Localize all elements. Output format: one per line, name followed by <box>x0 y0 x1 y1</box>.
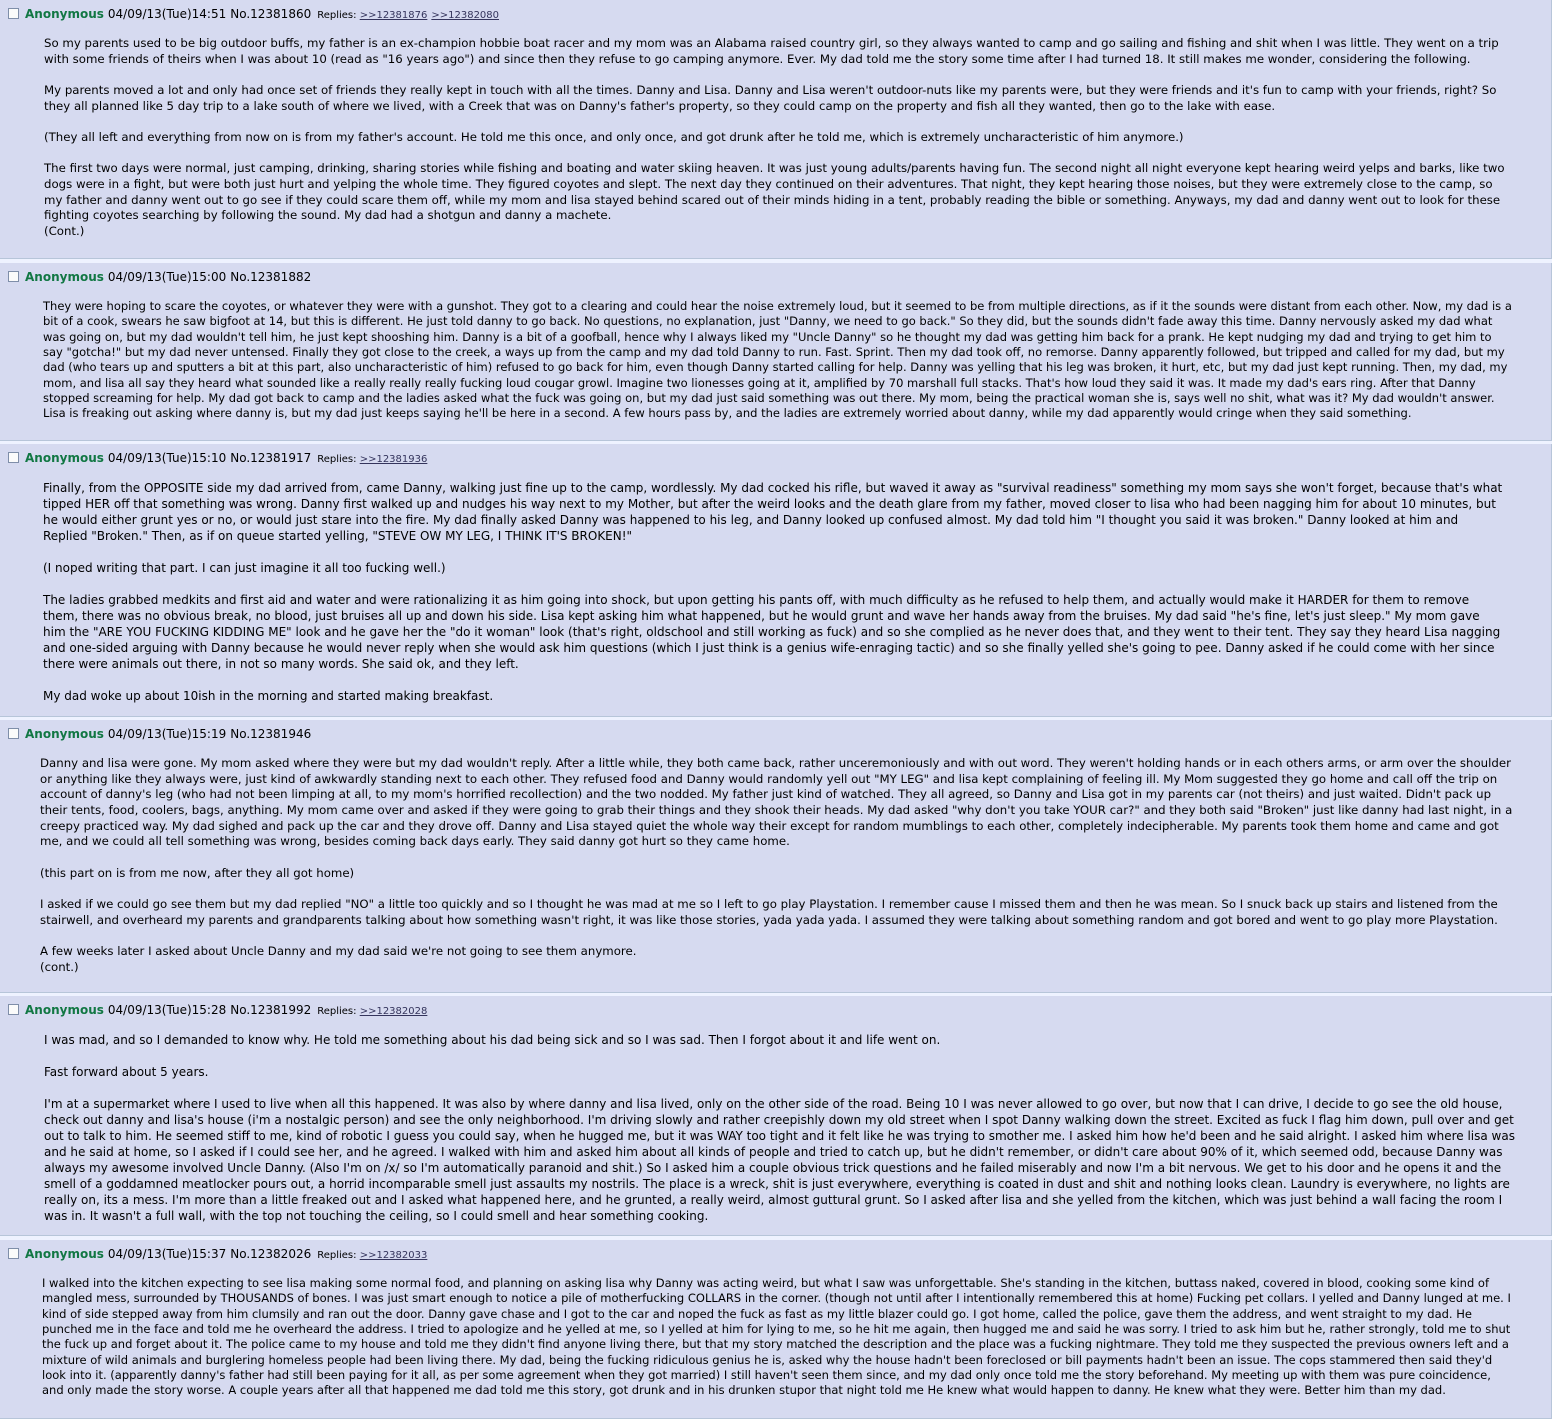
reply-link[interactable]: >>12382028 <box>359 1006 428 1017</box>
reply-link[interactable]: >>12381936 <box>359 454 428 465</box>
select-checkbox[interactable] <box>8 452 19 463</box>
post-header <box>8 1002 431 1020</box>
select-checkbox[interactable] <box>8 271 19 282</box>
reply-link[interactable]: >>12382033 <box>359 1250 428 1261</box>
post-header <box>8 1246 431 1264</box>
reply-link[interactable]: >>12381876 <box>359 10 428 21</box>
reply-link[interactable]: >>12382080 <box>431 10 500 21</box>
select-checkbox[interactable] <box>8 728 19 739</box>
post-body: They were hoping to scare the coyotes, or whatever they were with a gunshot. They got to a clearing and could hear the noise extremely loud, but it seemed to be from multiple directions, as if it the sounds were distant from each other. Now, my dad is a bit of a cook, swears he saw bigfoot at 14, but this is different. He just told danny to go back. No questions, no explanation, just "Danny, we need to go back." So they did, but the sounds didn't fade away this time. Danny nervously asked my dad what was going on, but my dad wouldn't tell him, he just kept shooshing him. Danny is a bit of a goofball, hence why I always liked my "Uncle Danny" so he thought my dad was getting him back for a prank. He kept nudging my dad and trying to get him to say "gotcha!" but my dad never untensed. Finally they got close to the creek, a ways up from the camp and my dad told Danny to run. Fast. Sprint. Then my dad took off, no remorse. Danny apparently followed, but tripped and called for my dad, but my dad (who tears up and sputters a bit at this part, also uncharacteristic of him) refused to go back for him, even though Danny started calling for help. Danny was yelling that his leg was broken, it hurt, etc, but my dad just kept running. Then, my dad, my mom, and lisa all say they heard what sounded like a really really really fucking loud cougar growl. Imagine two lionesses going at it, amplified by 70 marshall full stacks. That's how loud they said it was. It made my dad's ears ring. After that Danny stopped screaming for help. My dad got back to camp and the ladies asked what the fuck was going on, but my dad just said something was out there. My mom, being the practical woman she is, says well no shit, what was it? My dad wouldn't answer. Lisa is freaking out asking where danny is, but my dad just keeps saying he'll be here in a second. A few hours pass by, and the ladies are extremely worried about danny, while my dad apparently would cringe when they said something. <box>43 299 1516 421</box>
post-datetime: 04/09/13(Tue)14:51 <box>107 7 227 21</box>
poster-name: Anonymous <box>25 1003 104 1017</box>
post-body: I walked into the kitchen expecting to see lisa making some normal food, and planning on asking lisa why Danny was acting weird, but what I saw was unforgettable. She's standing in the kitchen, buttass naked, covered in blood, cooking some kind of mangled mess, surrounded by THOUSANDS of bones. I was just smart enough to notice a pile of motherfucking COLLARS in the corner. (though not until after I intentionally remembered this at home) Fucking pet collars. I yelled and Danny lunged at me. I kind of side stepped away from him clumsily and ran out the door. Danny gave chase and I got to the car and noped the fuck as fast as my little blazer could go. I got home, called the police, gave them the address, and went straight to my dad. He punched me in the face and told me he overheard the address. I tried to apologize and he yelled at me, so I yelled at him for lying to me, so he hit me again, then hugged me and said he was sorry. I tried to ask him but he, rather strongly, told me to shut the fuck up and forget about it. The police came to my house and told me they didn't find anyone living there, but that my story matched the description and the place was a fucking nightmare. They told me they suspected the previous owners left and a mixture of wild animals and burglering homeless people had been living there. My dad, being the fucking ridiculous genius he is, asked why the house hadn't been foreclosed or bill payments hadn't been an issue. The cops stammered then said they'd look into it. (apparently danny's father had still been paying for it all, as per some agreement when they got married) I still haven't seen them since, and my dad only once told me the story beforehand. My meeting up with them was pure coincidence, and only made the story worse. A couple years after all that happened me dad told me this story, got drunk and in his drunken stupor that night told me He knew what would happen to danny. He knew what they were. Better him than my dad. <box>42 1276 1515 1398</box>
post-body: So my parents used to be big outdoor buffs, my father is an ex-champion hobbie boat racer and my mom was an Alabama raised country girl, so they always wanted to camp and go sailing and fishing and shit when I was little. They went on a trip with some friends of theirs when I was about 10 (read as "16 years ago") and since then they refuse to go camping anymore. Ever. My dad told me the story some time after I had turned 18. It still makes me wonder, considering the following. My parents moved a lot and only had once set of friends they really kept in touch with all the times. Danny and Lisa. Danny and Lisa weren't outdoor-nuts like my parents were, but they were friends and it's fun to camp with your friends, right? So they all planned like 5 day trip to a lake south of where we lived, with a Creek that was on Danny's father's property, so they could camp on the property and fish all they wanted, then go to the lake with ease. (They all left and everything from now on is from my father's account. He told me this once, and only once, and got drunk after he told me, which is extremely uncharacteristic of him anymore.) The first two days were normal, just camping, drinking, sharing stories while fishing and boating and water skiing heaven. It was just young adults/parents having fun. The second night all night everyone kept hearing weird yelps and barks, like two dogs were in a fight, but were both just hurt and yelping the whole time. They figured coyotes and slept. The next day they continued on their adventures. That night, they kept hearing those noises, but they were extremely close to the camp, so my father and danny went out to go see if they could scare them off, while my mom and lisa stayed behind scared out of their minds hiding in a tent, probably reading the bible or something. Anyways, my dad and danny went out to look for these fighting coyotes searching by following the sound. My dad had a shotgun and danny a machete. (Cont.) <box>44 36 1505 239</box>
post <box>0 0 1552 259</box>
post-header <box>8 269 311 285</box>
post-number[interactable]: No.12381992 <box>230 1003 312 1017</box>
replies: Replies: >>12381876 >>12382080 <box>317 10 500 21</box>
poster-name: Anonymous <box>25 727 104 741</box>
post-datetime: 04/09/13(Tue)15:37 <box>107 1247 227 1261</box>
post <box>0 444 1552 717</box>
replies: Replies: >>12382033 <box>317 1250 428 1261</box>
post-number[interactable]: No.12381917 <box>230 451 312 465</box>
poster-name: Anonymous <box>25 1247 104 1261</box>
post-datetime: 04/09/13(Tue)15:00 <box>107 270 227 284</box>
post-body: I was mad, and so I demanded to know why. He told me something about his dad being sick and so I was sad. Then I forgot about it and life went on. Fast forward about 5 years. I'm at a supermarket where I used to live when all this happened. It was also by where danny and lisa lived, only on the other side of the road. Being 10 I was never allowed to go over, but now that I can drive, I decide to go see the old house, check out danny and lisa's house (i'm a nostalgic person) and see the only neighborhood. I'm driving slowly and rather creepishly down my old street when I spot Danny walking down the street. Excited as fuck I flag him down, pull over and get out to talk to him. He seemed stiff to me, kind of robotic I guess you could say, when he hugged me, but it was WAY too tight and it felt like he was trying to smother me. I asked him how he'd been and he said alright. I asked him where lisa was and he said at home, so I asked if I could see her, and he agreed. I walked with him and asked him about all kinds of people and tried to catch up, but he didn't remember, or didn't care about 90% of it, which seemed odd, because Danny was always my awesome involved Uncle Danny. (Also I'm on /x/ so I'm automatically paranoid and shit.) So I asked him a couple obvious trick questions and he failed miserably and now I'm a bit nervous. We get to his door and he opens it and the smell of a goddamned meatlocker pours out, a horrid incomparable smell just assaults my nostrils. The place is a wreck, shit is just everywhere, everything is coated in dust and shit and nothing looks clean. Laundry is everywhere, no lights are really on, its a mess. I'm more than a little freaked out and I asked what happened here, and he grunted, a really weird, almost guttural grunt. So I asked after lisa and she yelled from the kitchen, which was just behind a wall facing the room I was in. It wasn't a full wall, with the top not touching the ceiling, so I could smell and hear something cooking. <box>44 1033 1515 1223</box>
post-number[interactable]: No.12381946 <box>230 727 312 741</box>
post-datetime: 04/09/13(Tue)15:28 <box>107 1003 227 1017</box>
post <box>0 996 1552 1236</box>
poster-name: Anonymous <box>25 270 104 284</box>
post <box>0 1240 1552 1419</box>
post-body: Finally, from the OPPOSITE side my dad arrived from, came Danny, walking just fine up to the camp, wordlessly. My dad cocked his rifle, but waved it away as "survival readiness" something my mom says she won't forget, because that's what tipped HER off that something was wrong. Danny first walked up and nudges his way next to my Mother, but after the weird looks and the death glare from my father, moved closer to lisa who had been nagging him for about 10 minutes, but he would either grunt yes or no, or would just stare into the fire. My dad finally asked Danny was happened to his leg, and Danny looked up confused almost. My dad told him "I thought you said it was broken." Danny looked at him and Replied "Broken." Then, as if on queue started yelling, "STEVE OW MY LEG, I THINK IT'S BROKEN!" (I noped writing that part. I can just imagine it all too fucking well.) The ladies grabbed medkits and first aid and water and were rationalizing it as him going into shock, but upon getting his pants off, with much difficulty as he refused to help them, and actually would make it HARDER for them to remove them, there was no obvious break, no blood, just bruises all up and down his side. Lisa kept asking him what happened, but he would grunt and wave her hands away from the bruises. My dad said "he's fine, let's just sleep." My mom gave him the "ARE YOU FUCKING KIDDING ME" look and he gave her the "do it woman" look (that's right, oldschool and still working as fuck) and so she complied as he never does that, and they went to their tent. They say they heard Lisa nagging and one-sided arguing with Danny because he would never reply when she would ask him questions (which I just think is a genius wife-enraging tactic) and so she finally yelled she's going to pee. Danny asked if he could come with her since there were animals out there, in not so many words. She said ok, and they left. My dad woke up about 10ish in the morning and started making breakfast. <box>43 481 1503 703</box>
post-body: Danny and lisa were gone. My mom asked where they were but my dad wouldn't reply. After a little while, they both came back, rather unceremoniously and with out word. They weren't holding hands or in each others arms, or arm over the shoulder or anything like they always were, just kind of awkwardly standing next to each other. They refused food and Danny would randomly yell out "MY LEG" and lisa kept complaining of feeling ill. My Mom suggested they go home and call off the trip on account of danny's leg (who had not been limping at all, to my mom's horrified recollection) and the two nodded. My father just kind of watched. They all agreed, so Danny and Lisa got in my parents car (not theirs) and just waited. Didn't pack up their tents, food, coolers, bags, anything. My mom came over and asked if they were going to grab their things and they shook their heads. My dad asked "why don't you take YOUR car?" and they both said "Broken" just like danny had last night, in a creepy practiced way. My dad sighed and pack up the car and they drove off. Danny and Lisa stayed quiet the whole way their except for random mumblings to each other, completely indecipherable. My parents took them home and came and got me, and we could all tell something was wrong, besides coming back days early. They said danny got hurt so they came home. (this part on is from me now, after they all got home) I asked if we could go see them but my dad replied "NO" a little too quickly and so I thought he was mad at me so I left to go play Playstation. I remember cause I missed them and then he was mean. So I snuck back up stairs and listened from the stairwell, and overheard my parents and grandparents talking about how something wasn't right, it was like those stories, yada yada yada. I assumed they were talking about something random and got bored and went to go play more Playstation. A few weeks later I asked about Uncle Danny and my dad said we're not going to see them anymore. (cont.) <box>40 756 1513 974</box>
post <box>0 720 1552 993</box>
post-header <box>8 6 503 24</box>
post <box>0 263 1552 441</box>
replies: Replies: >>12382028 <box>317 1006 428 1017</box>
post-number[interactable]: No.12381860 <box>230 7 312 21</box>
poster-name: Anonymous <box>25 7 104 21</box>
post-number[interactable]: No.12381882 <box>230 270 312 284</box>
post-header <box>8 726 311 742</box>
select-checkbox[interactable] <box>8 8 19 19</box>
poster-name: Anonymous <box>25 451 104 465</box>
post-datetime: 04/09/13(Tue)15:10 <box>107 451 227 465</box>
select-checkbox[interactable] <box>8 1004 19 1015</box>
replies: Replies: >>12381936 <box>317 454 428 465</box>
post-datetime: 04/09/13(Tue)15:19 <box>107 727 227 741</box>
post-number[interactable]: No.12382026 <box>230 1247 312 1261</box>
select-checkbox[interactable] <box>8 1248 19 1259</box>
post-header <box>8 450 431 468</box>
